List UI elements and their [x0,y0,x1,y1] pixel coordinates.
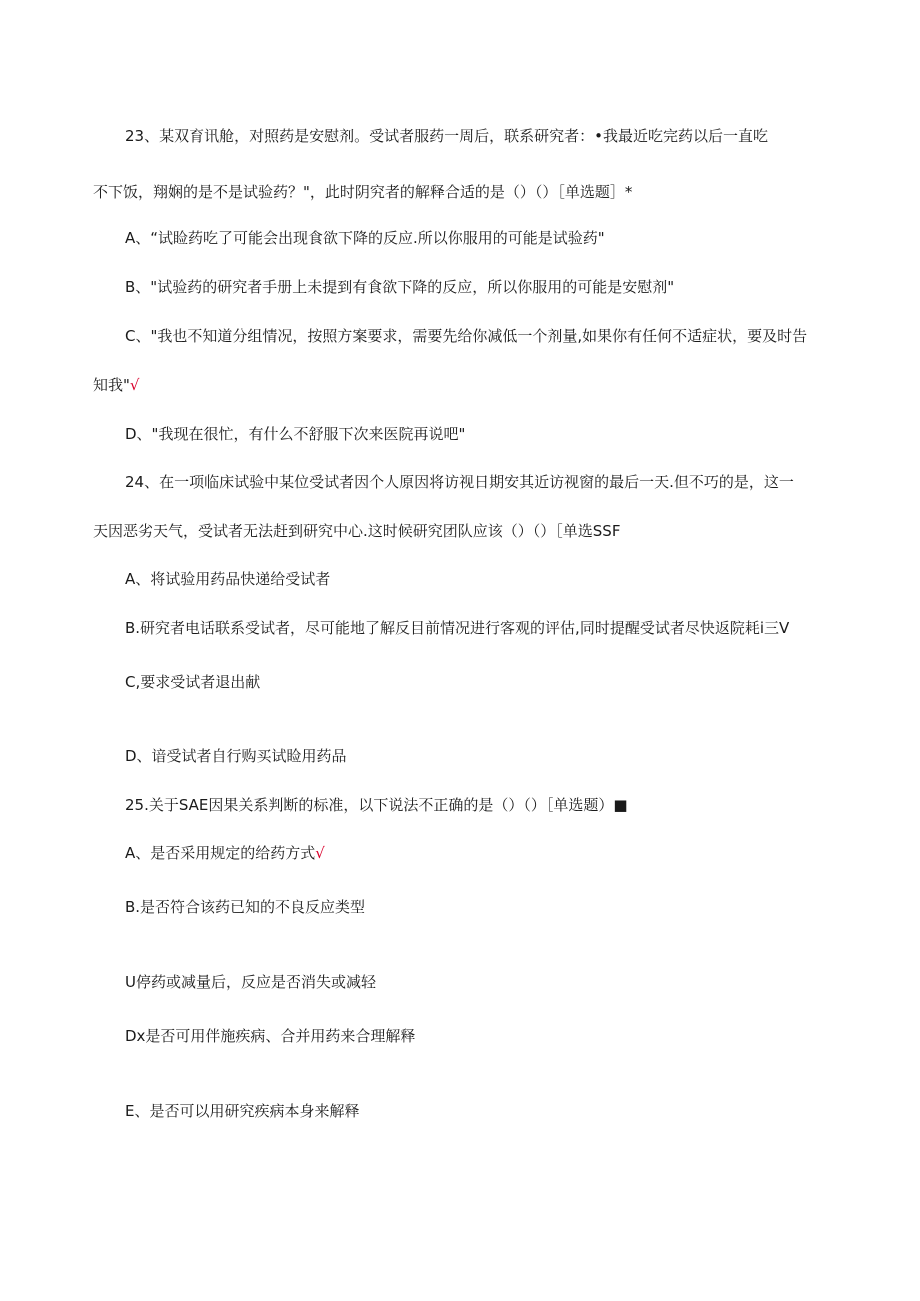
q23-option-b: B、"试验药的研究者手册上未提到有食欲下降的反应，所以你服用的可能是安慰剂" [125,278,675,296]
q23-stem-line1: 23、某双育讯舱，对照药是安慰剂。受试者服药一周后，联系研究者：•我最近吃完药以后一直吃 [125,127,768,145]
q24-stem-line2: 天因恶劣天气，受试者无法赶到研究中心.这时候研究团队应该（）（）［单选SSF [93,522,621,540]
q25-option-c: U停药或减量后，反应是否消失或减轻 [125,973,376,991]
q25-option-a-text: A、是否采用规定的给药方式 [125,844,316,862]
q25-option-b: B.是否符合该药已知的不良反应类型 [125,898,366,916]
q24-option-b: B.研究者电话联系受试者，尽可能地了解反目前情况进行客观的评估,同时提醒受试者尽快返院耗i三V [125,619,790,637]
q24-stem-line1: 24、在一项临床试验中某位受试者因个人原因将访视日期安其近访视窗的最后一天.但不巧的是，这一 [125,473,794,491]
q25-option-d: Dx是否可用伴施疾病、合并用药来合理解释 [125,1027,416,1045]
q25-option-e: E、是否可以用研究疾病本身来解释 [125,1102,360,1120]
q23-option-a: A、“试睑药吃了可能会出现食欲下降的反应.所以你服用的可能是试验药" [125,229,605,247]
check-mark-icon: √ [315,844,325,862]
q23-option-c: C、"我也不知道分组情况，按照方案要求，需要先给你减低一个剂量,如果你有任何不适症状，要及时告 [125,327,808,345]
q24-option-d: D、谙受试者自行购买试睑用药品 [125,747,347,765]
check-mark-icon: √ [129,376,140,394]
q24-option-c: C,要求受试者退出献 [125,673,261,691]
q23-option-d: D、"我现在很忙，有什么不舒服下次来医院再说吧" [125,425,466,443]
q23-option-c-cont [93,375,139,395]
q24-option-a: A、将试验用药品快递给受试者 [125,570,331,588]
q25-option-a [125,843,325,863]
q23-stem-line2: 不下饭，翔娴的是不是试验药？"，此时阴究者的解释合适的是（）（）［单选题］* [93,183,633,201]
q23-option-c-text: 知我" [93,376,130,394]
q25-stem: 25.关于SAE因果关系判断的标准，以下说法不正确的是（）（）［单选题）■ [125,796,628,814]
